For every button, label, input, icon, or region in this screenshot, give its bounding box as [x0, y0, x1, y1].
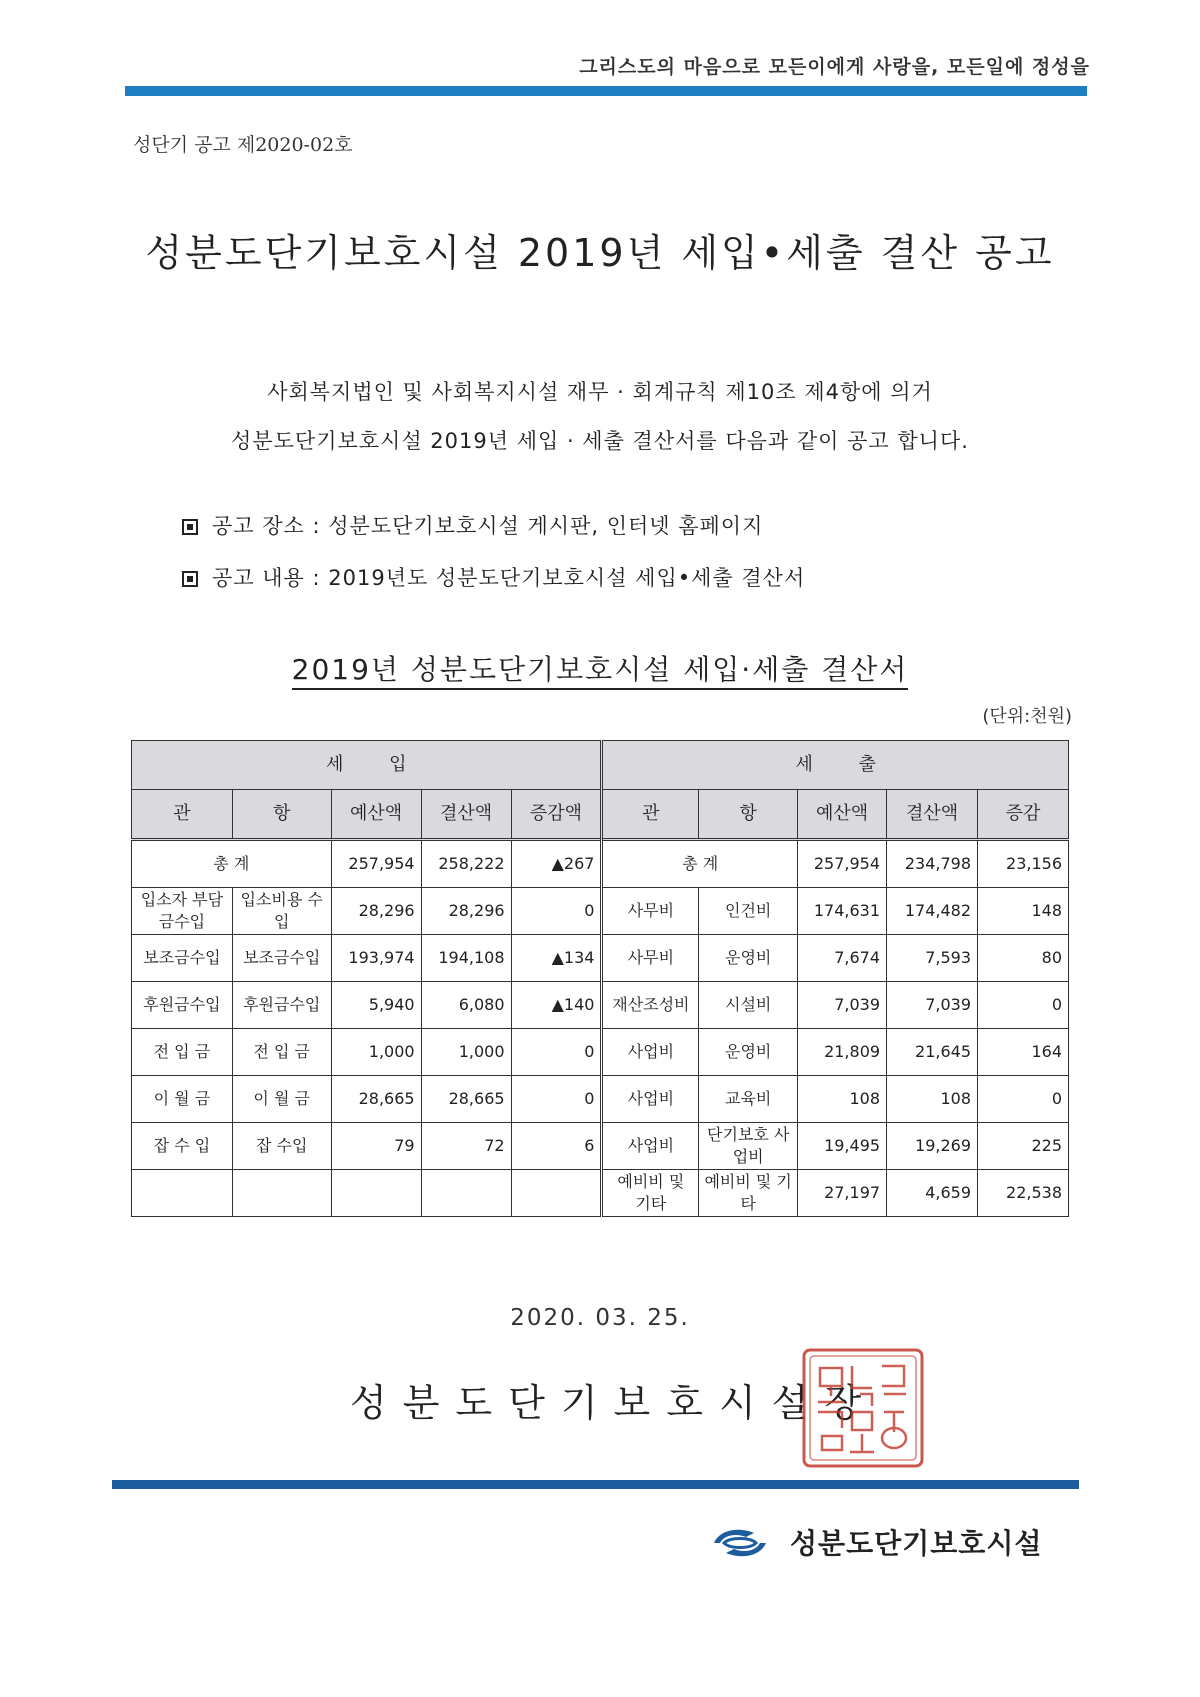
organization-name: 성분도단기보호시설 [790, 1527, 1043, 1560]
column-header: 예산액 [331, 790, 421, 840]
table-cell: 174,482 [887, 888, 978, 935]
table-column-header-row [132, 790, 1069, 840]
settlement-table [131, 740, 1069, 1217]
table-row [132, 935, 1069, 982]
table-title [0, 648, 1200, 688]
organization-logo-icon [710, 1525, 770, 1561]
table-cell: 234,798 [887, 840, 978, 888]
table-cell: 사업비 [602, 1029, 699, 1076]
table-cell: 7,039 [798, 982, 887, 1029]
unit-label: (단위:천원) [982, 706, 1072, 727]
table-cell [232, 1170, 331, 1217]
table-cell: 전 입 금 [232, 1029, 331, 1076]
table-cell: 예비비 및 기타 [602, 1170, 699, 1217]
table-cell: 후원금수입 [232, 982, 331, 1029]
table-cell: ▲134 [511, 935, 602, 982]
column-header: 결산액 [887, 790, 978, 840]
table-cell: 19,495 [798, 1123, 887, 1170]
table-cell: 23,156 [978, 840, 1069, 888]
table-row [132, 1029, 1069, 1076]
table-cell: 194,108 [421, 935, 511, 982]
square-bullet-icon [182, 571, 198, 587]
table-cell: 보조금수입 [132, 935, 233, 982]
table-cell: 21,645 [887, 1029, 978, 1076]
table-cell: 258,222 [421, 840, 511, 888]
table-cell: 148 [978, 888, 1069, 935]
table-row [132, 982, 1069, 1029]
table-row [132, 1123, 1069, 1170]
table-cell: 사무비 [602, 935, 699, 982]
notice-number: 성단기 공고 제2020-02호 [133, 134, 353, 156]
top-divider-bar [125, 86, 1087, 96]
body-line-2: 성분도단기보호시설 2019년 세입 · 세출 결산서를 다음과 같이 공고 합니다. [231, 429, 969, 453]
column-header: 항 [699, 790, 798, 840]
table-cell: 7,674 [798, 935, 887, 982]
table-cell: 80 [978, 935, 1069, 982]
table-cell: 후원금수입 [132, 982, 233, 1029]
table-cell: ▲140 [511, 982, 602, 1029]
column-header: 항 [232, 790, 331, 840]
bullet-content [182, 562, 805, 592]
table-cell: 0 [511, 1076, 602, 1123]
table-cell: 7,593 [887, 935, 978, 982]
table-cell: 0 [511, 888, 602, 935]
total-row [132, 840, 1069, 888]
table-cell: 이 월 금 [132, 1076, 233, 1123]
table-cell: 225 [978, 1123, 1069, 1170]
table-cell: 잡 수 입 [132, 1123, 233, 1170]
table-cell: 28,665 [331, 1076, 421, 1123]
announcement-date: 2020. 03. 25. [510, 1305, 690, 1331]
table-row [132, 888, 1069, 935]
income-group-header: 세 입 [132, 741, 602, 790]
table-cell: 운영비 [699, 935, 798, 982]
table-cell: 사무비 [602, 888, 699, 935]
table-cell: 총 계 [132, 840, 332, 888]
square-bullet-icon [182, 519, 198, 535]
table-cell: 257,954 [798, 840, 887, 888]
table-cell: 4,659 [887, 1170, 978, 1217]
table-cell: 108 [798, 1076, 887, 1123]
table-cell: 시설비 [699, 982, 798, 1029]
table-cell: 총 계 [602, 840, 798, 888]
table-cell: 전 입 금 [132, 1029, 233, 1076]
page-title: 성분도단기보호시설 2019년 세입•세출 결산 공고 [145, 231, 1055, 275]
table-cell: 입소자 부담금수입 [132, 888, 233, 935]
column-header: 관 [132, 790, 233, 840]
table-cell: 108 [887, 1076, 978, 1123]
column-header: 예산액 [798, 790, 887, 840]
column-header: 관 [602, 790, 699, 840]
table-cell: 예비비 및 기타 [699, 1170, 798, 1217]
table-cell: 28,296 [331, 888, 421, 935]
table-cell: 79 [331, 1123, 421, 1170]
bullet-location-text: 공고 장소 : 성분도단기보호시설 게시판, 인터넷 홈페이지 [212, 514, 764, 538]
table-cell: 운영비 [699, 1029, 798, 1076]
bullet-location [182, 510, 763, 540]
table-cell: 72 [421, 1123, 511, 1170]
table-cell: 사업비 [602, 1123, 699, 1170]
table-title-text: 2019년 성분도단기보호시설 세입·세출 결산서 [292, 653, 909, 690]
table-cell: 22,538 [978, 1170, 1069, 1217]
expense-group-header: 세 출 [602, 741, 1069, 790]
table-cell [511, 1170, 602, 1217]
table-cell: 이 월 금 [232, 1076, 331, 1123]
table-row [132, 1170, 1069, 1217]
column-header: 증감 [978, 790, 1069, 840]
table-cell: 보조금수입 [232, 935, 331, 982]
table-cell: 193,974 [331, 935, 421, 982]
motto-text: 그리스도의 마음으로 모든이에게 사랑을, 모든일에 정성을 [579, 56, 1090, 78]
table-cell: 0 [978, 982, 1069, 1029]
table-cell: 6,080 [421, 982, 511, 1029]
table-cell: 257,954 [331, 840, 421, 888]
table-cell: 잡 수입 [232, 1123, 331, 1170]
table-cell: 164 [978, 1029, 1069, 1076]
table-cell: 19,269 [887, 1123, 978, 1170]
table-cell [421, 1170, 511, 1217]
table-cell: 사업비 [602, 1076, 699, 1123]
table-cell: 0 [978, 1076, 1069, 1123]
table-cell: 입소비용 수입 [232, 888, 331, 935]
column-header: 증감액 [511, 790, 602, 840]
table-cell: 재산조성비 [602, 982, 699, 1029]
table-cell: 1,000 [421, 1029, 511, 1076]
table-cell: 6 [511, 1123, 602, 1170]
table-cell: 단기보호 사업비 [699, 1123, 798, 1170]
signer-name: 성분도단기보호시설장 [350, 1381, 878, 1425]
table-group-header-row [132, 741, 1069, 790]
table-cell: 7,039 [887, 982, 978, 1029]
table-cell: ▲267 [511, 840, 602, 888]
bullet-content-text: 공고 내용 : 2019년도 성분도단기보호시설 세입•세출 결산서 [212, 566, 806, 590]
table-cell [331, 1170, 421, 1217]
bottom-divider-bar [112, 1480, 1079, 1489]
table-row [132, 1076, 1069, 1123]
table-cell: 교육비 [699, 1076, 798, 1123]
table-cell: 5,940 [331, 982, 421, 1029]
table-cell: 28,296 [421, 888, 511, 935]
table-cell: 27,197 [798, 1170, 887, 1217]
table-cell: 174,631 [798, 888, 887, 935]
table-cell [132, 1170, 233, 1217]
table-cell: 1,000 [331, 1029, 421, 1076]
table-cell: 21,809 [798, 1029, 887, 1076]
table-cell: 28,665 [421, 1076, 511, 1123]
table-cell: 0 [511, 1029, 602, 1076]
official-seal-stamp [800, 1346, 926, 1470]
body-line-1: 사회복지법인 및 사회복지시설 재무 · 회계규칙 제10조 제4항에 의거 [267, 380, 933, 404]
column-header: 결산액 [421, 790, 511, 840]
table-cell: 인건비 [699, 888, 798, 935]
